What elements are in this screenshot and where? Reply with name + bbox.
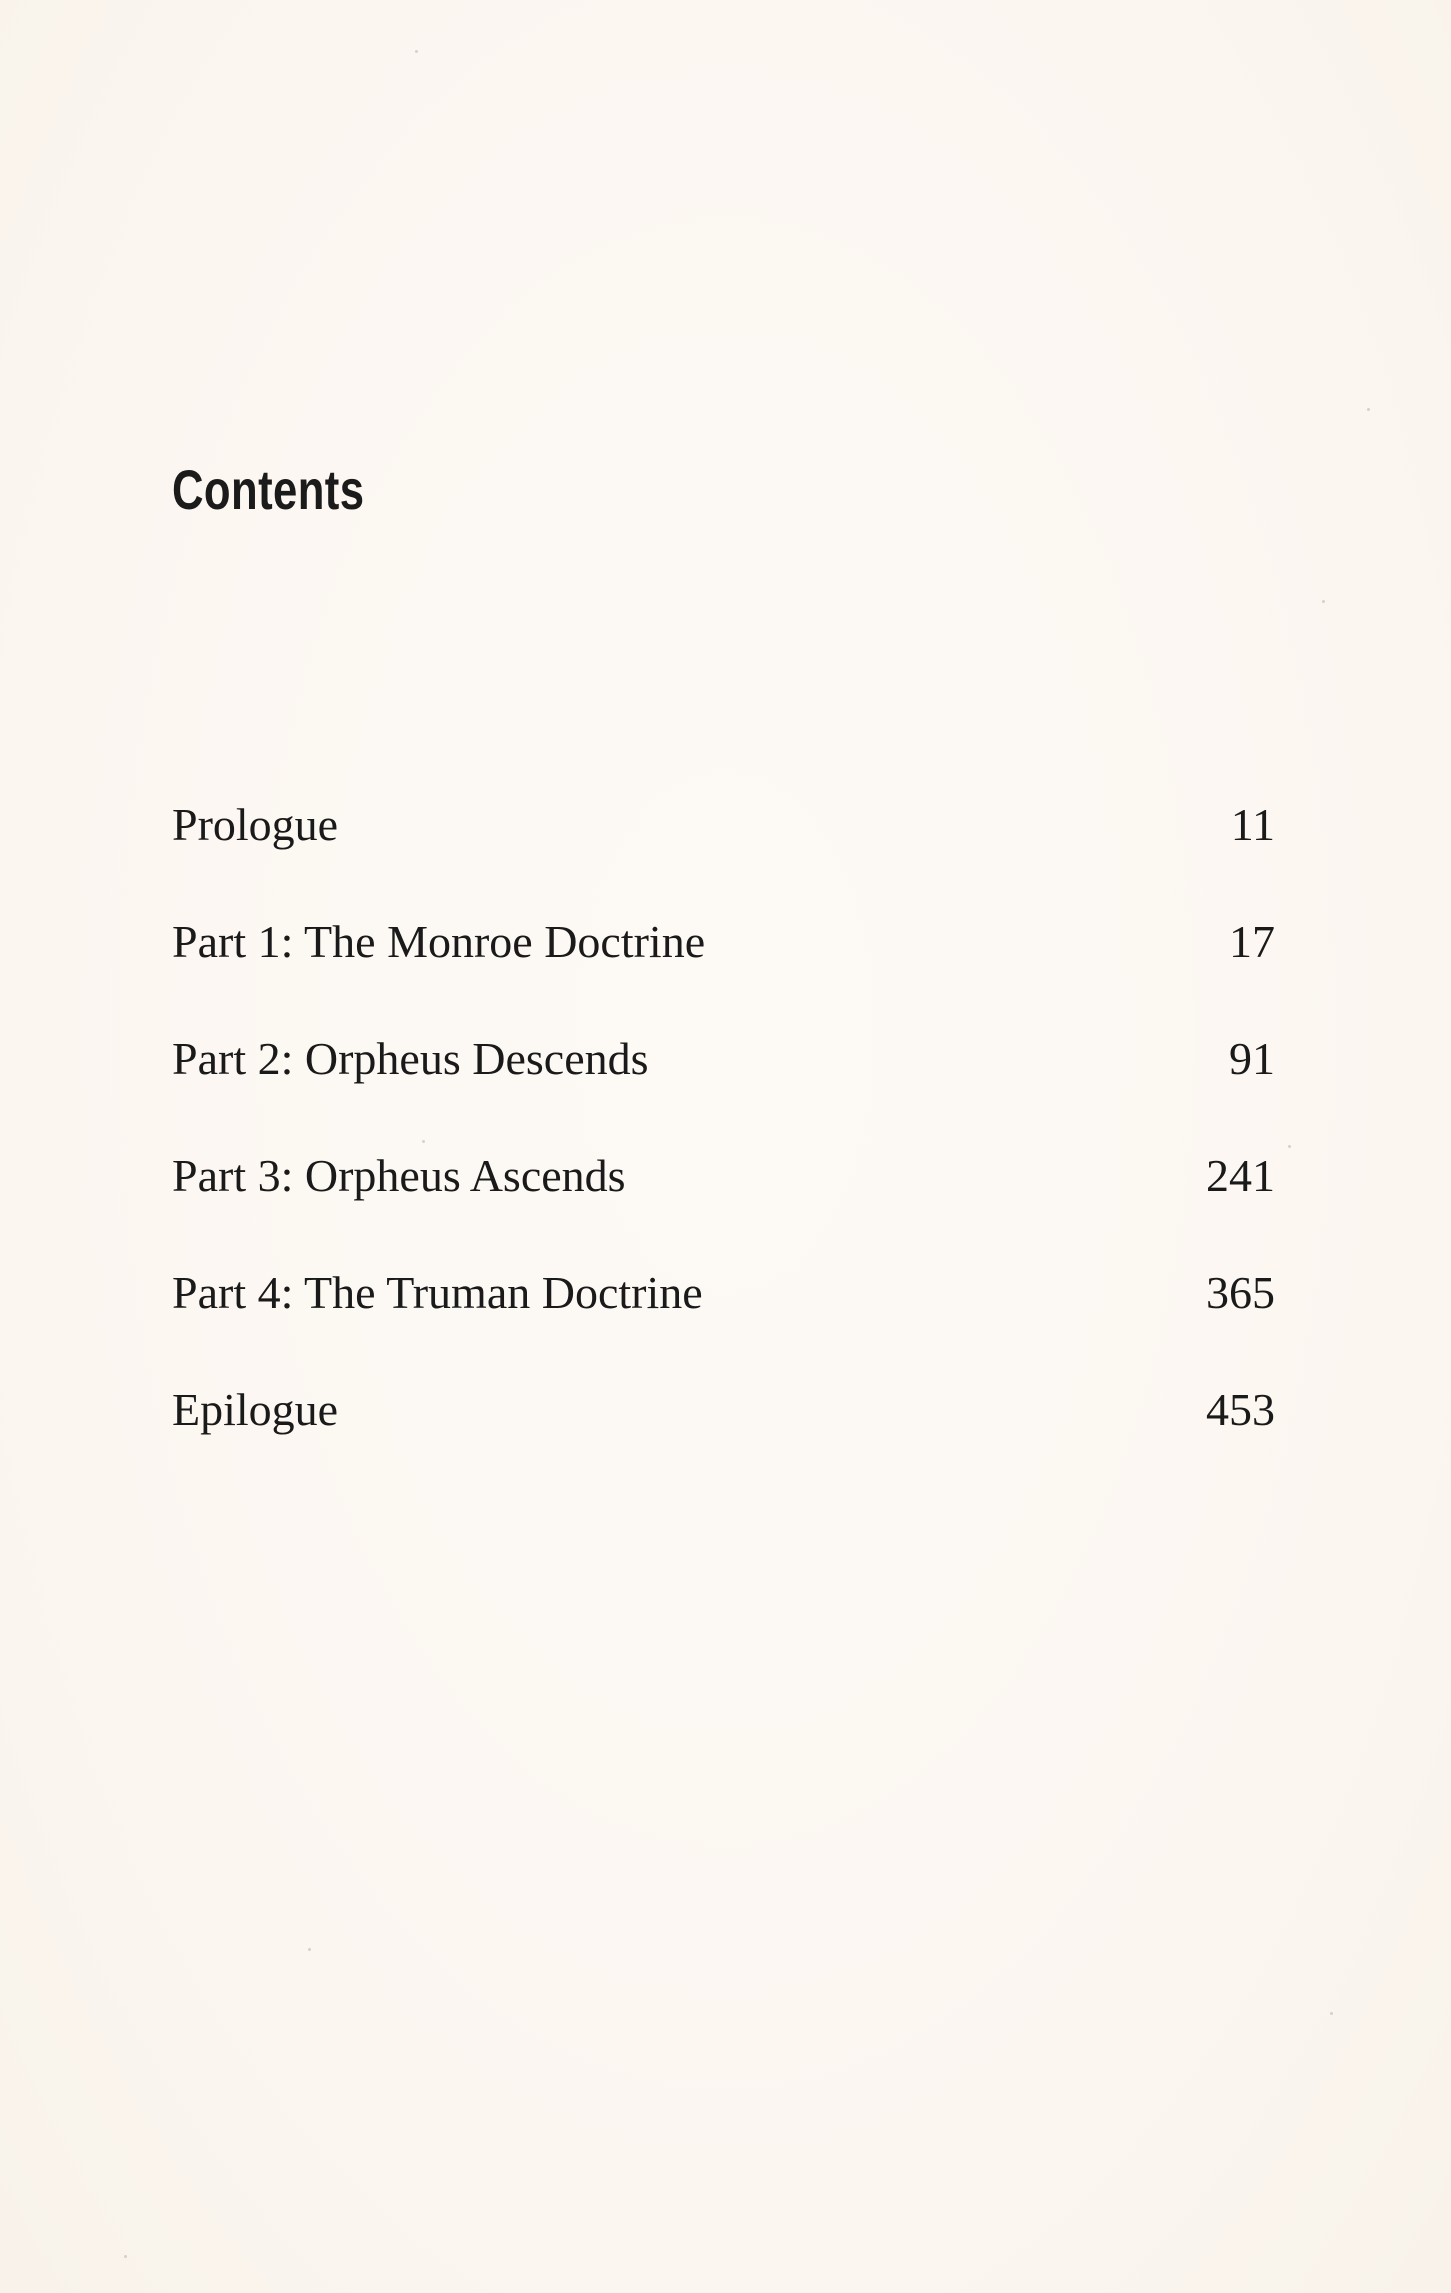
toc-entry-page-number: 453 <box>1206 1384 1275 1435</box>
paper-speck <box>415 50 418 53</box>
toc-entry-part-4[interactable] <box>172 1266 1275 1383</box>
toc-entry-page-number: 91 <box>1229 1033 1275 1084</box>
toc-entry-title: Part 1: The Monroe Doctrine <box>172 916 706 967</box>
paper-speck <box>1330 2012 1333 2015</box>
toc-entry-title: Epilogue <box>172 1384 339 1435</box>
paper-speck <box>1322 600 1325 603</box>
paper-speck <box>308 1948 311 1951</box>
paper-speck <box>1288 1145 1291 1148</box>
toc-entry-page-number: 17 <box>1229 916 1275 967</box>
toc-entry-title: Part 4: The Truman Doctrine <box>172 1267 703 1318</box>
table-of-contents <box>172 798 1275 1500</box>
toc-entry-epilogue[interactable] <box>172 1383 1275 1500</box>
toc-entry-page-number: 365 <box>1206 1267 1275 1318</box>
toc-entry-title: Part 2: Orpheus Descends <box>172 1033 649 1084</box>
paper-speck <box>1367 408 1370 411</box>
toc-entry-title: Prologue <box>172 799 339 850</box>
toc-entry-page-number: 11 <box>1230 799 1275 850</box>
page-title: Contents <box>172 458 365 521</box>
toc-entry-part-2[interactable] <box>172 1032 1275 1149</box>
toc-entry-part-3[interactable] <box>172 1149 1275 1266</box>
toc-entry-page-number: 241 <box>1206 1150 1275 1201</box>
toc-entry-part-1[interactable] <box>172 915 1275 1032</box>
paper-speck <box>124 2255 127 2258</box>
toc-entry-title: Part 3: Orpheus Ascends <box>172 1150 626 1201</box>
toc-entry-prologue[interactable] <box>172 798 1275 915</box>
